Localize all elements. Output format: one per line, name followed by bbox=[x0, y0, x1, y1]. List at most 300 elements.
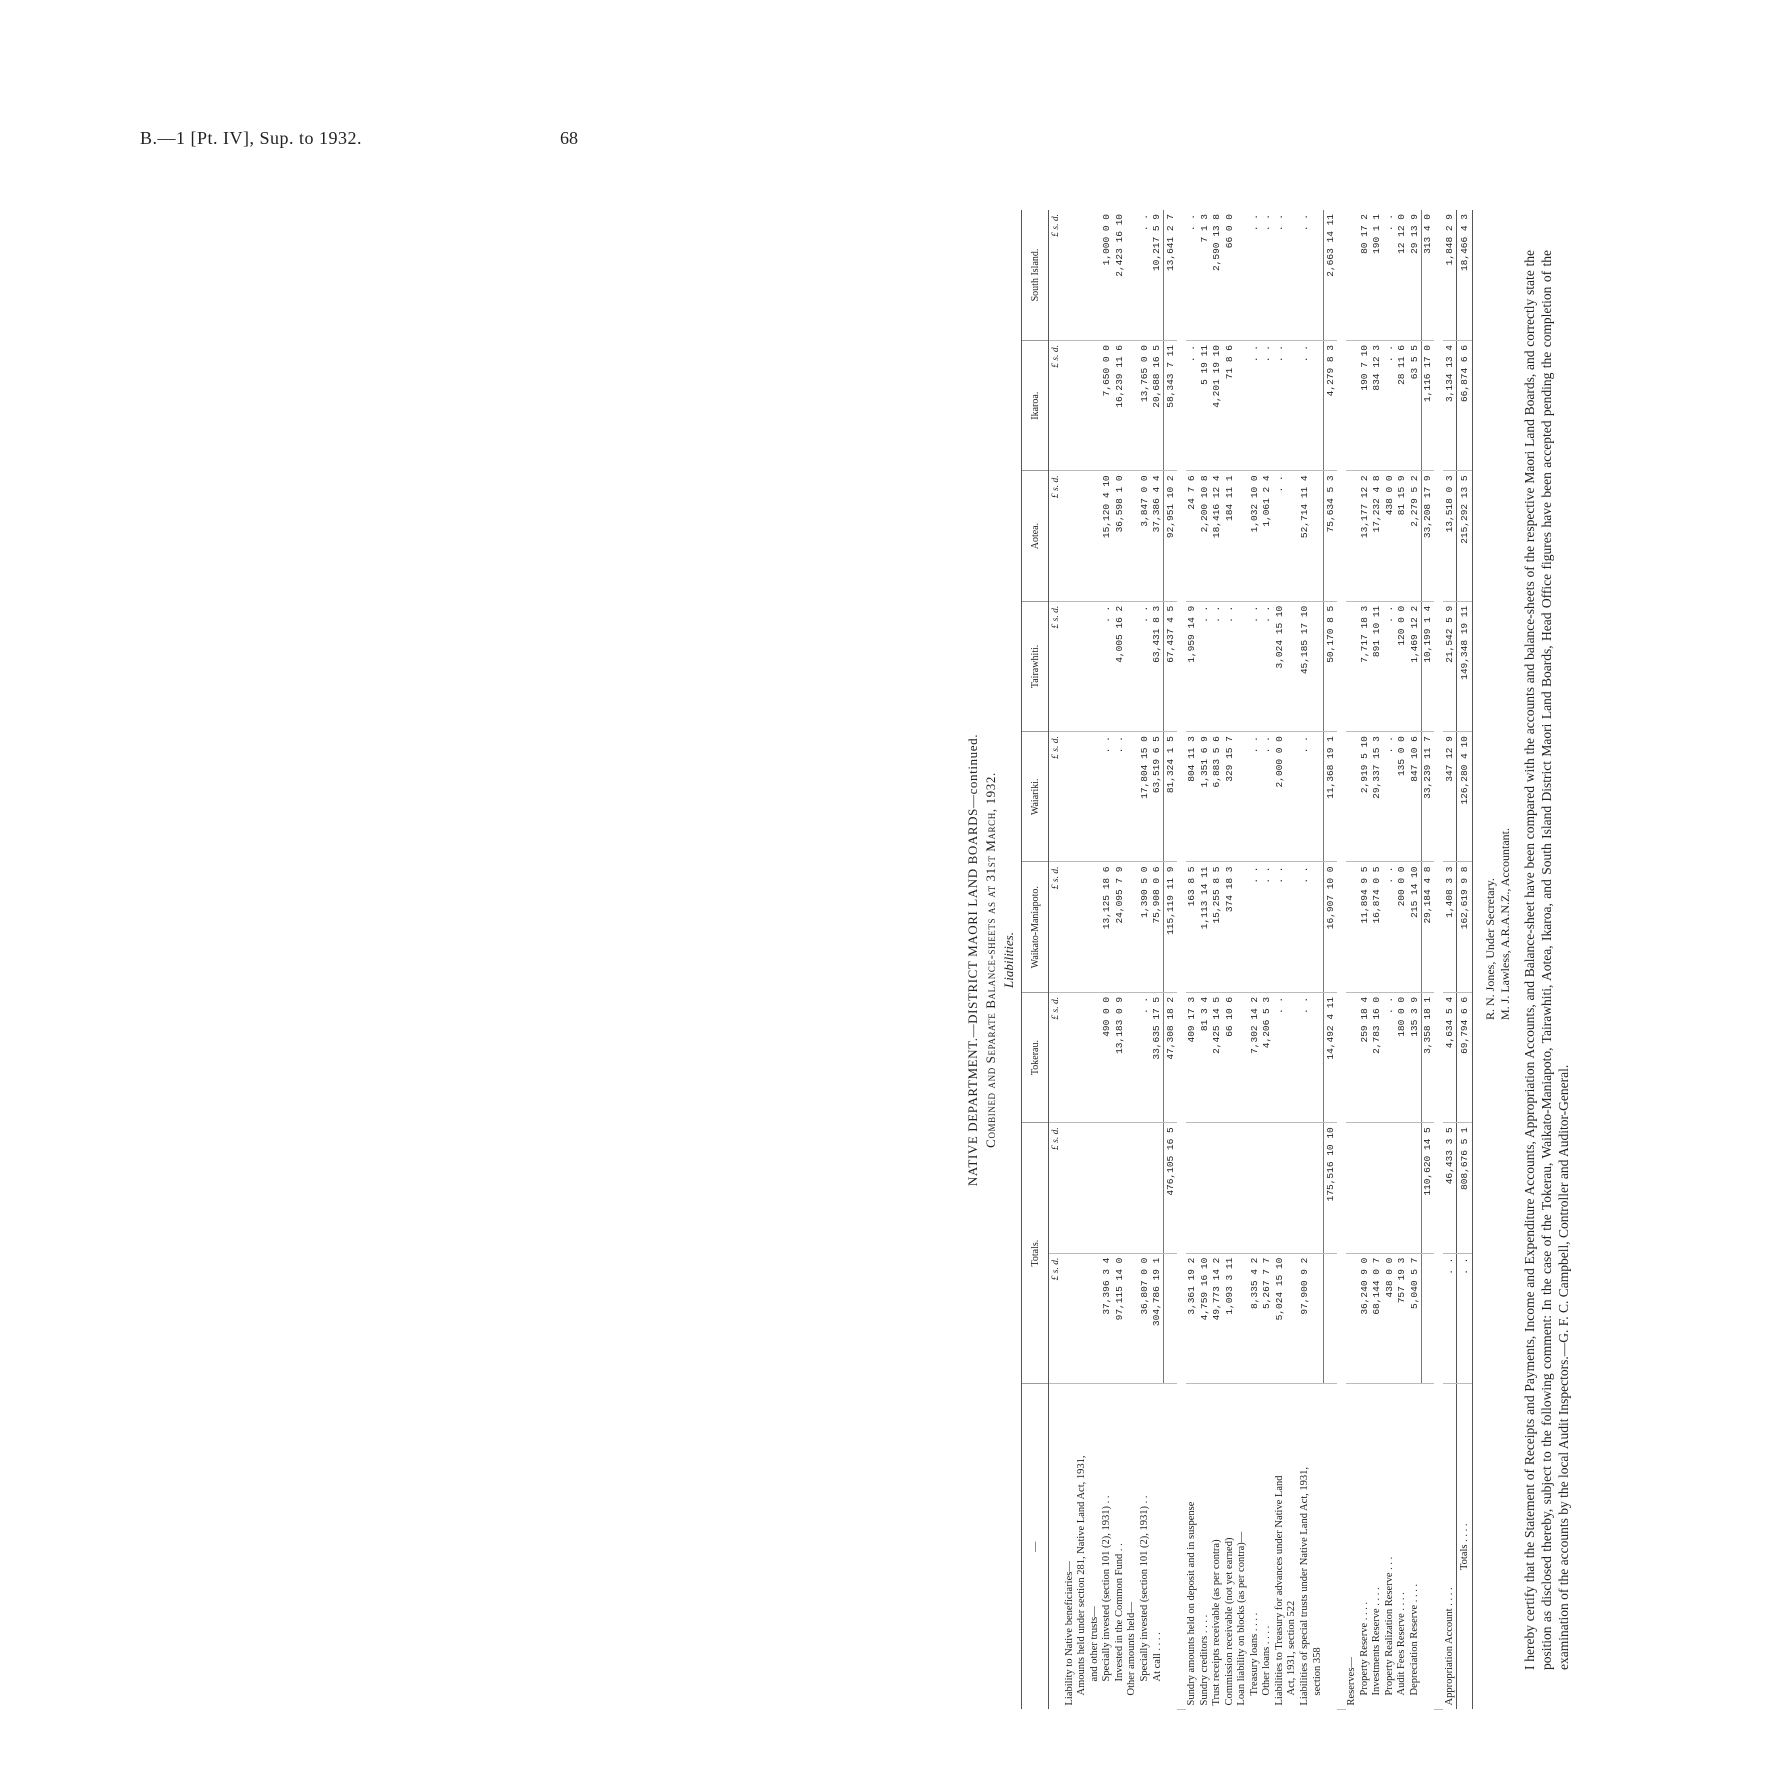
amount-cell: 2,590 13 8 bbox=[1211, 210, 1224, 341]
amount-cell: 13,641 2 7 bbox=[1164, 210, 1177, 341]
amount-cell: 66 0 0 bbox=[1223, 210, 1236, 341]
amount-cell bbox=[1063, 732, 1076, 862]
amount-cell: 11,368 19 1 bbox=[1324, 732, 1337, 862]
amount-cell: 3,847 0 0 bbox=[1138, 471, 1151, 601]
row-label: Liability to Native beneficiaries— bbox=[1063, 1561, 1075, 1706]
amount-cell bbox=[1261, 1123, 1274, 1253]
units-cell: £ s. d. bbox=[1049, 1253, 1064, 1383]
row-label bbox=[1164, 1384, 1177, 1710]
amount-cell: . . bbox=[1186, 210, 1199, 341]
liabilities-table bbox=[1021, 210, 1473, 1710]
units-cell: £ s. d. bbox=[1049, 471, 1064, 601]
audit-certificate: I hereby certify that the Statement of Receipts and Payments, Income and Expenditure Accounts, Appropriation Accounts, and Balance-sheet have been compared with the accounts and balance-sheets of the respective Maori Land Boards, and correctly state the position as disclosed thereby, subject to the following comment: In the case of the Tokerau, Waikato-Maniapoto, Tairawhiti, Aotea, Ikaroa, and South Island District Maori Land Boards, Head Office figures have been accepted pending the completion of the examination of the accounts by the local Audit Inspectors.—G. F. C. Campbell, Controller and Auditor-General. bbox=[1521, 250, 1571, 1670]
amount-cell bbox=[1138, 1123, 1151, 1253]
document-reference: B.—1 [Pt. IV], Sup. to 1932. bbox=[140, 128, 363, 148]
table-row bbox=[1286, 210, 1299, 1710]
amount-cell: 18,416 12 4 bbox=[1211, 471, 1224, 601]
row-label: Sundry amounts held on deposit and in suspense bbox=[1186, 1501, 1198, 1706]
units-cell: £ s. d. bbox=[1049, 732, 1064, 862]
row-label: Commission receivable (not yet earned) bbox=[1223, 1537, 1235, 1706]
amount-cell: 5,040 5 7 bbox=[1408, 1253, 1421, 1383]
amount-cell: . . bbox=[1261, 601, 1274, 731]
amount-cell: 476,105 16 5 bbox=[1164, 1123, 1177, 1253]
row-label: Specially invested (section 101 (2), 1931) . . bbox=[1101, 1495, 1113, 1682]
amount-cell bbox=[1273, 1123, 1286, 1253]
amount-cell bbox=[1088, 732, 1101, 862]
table-row bbox=[1383, 210, 1396, 1710]
amount-cell bbox=[1311, 341, 1324, 471]
table-row bbox=[1443, 210, 1456, 1710]
amount-cell bbox=[1286, 1123, 1299, 1253]
amount-cell: 17,804 15 0 bbox=[1138, 732, 1151, 862]
amount-cell: 13,125 18 6 bbox=[1101, 862, 1114, 992]
amount-cell: . . bbox=[1186, 341, 1199, 471]
amount-cell: 1,116 17 0 bbox=[1421, 341, 1434, 471]
table-row bbox=[1421, 210, 1434, 1710]
amount-cell: 33,635 17 5 bbox=[1151, 992, 1164, 1122]
amount-cell bbox=[1088, 862, 1101, 992]
header-label-column: — bbox=[1022, 1384, 1049, 1710]
table-row bbox=[1298, 210, 1311, 1710]
amount-cell: . . bbox=[1298, 732, 1311, 862]
amount-cell: 16,907 10 0 bbox=[1324, 862, 1337, 992]
amount-cell: 67,437 4 5 bbox=[1164, 601, 1177, 731]
amount-cell: 37,396 3 4 bbox=[1101, 1253, 1114, 1383]
amount-cell bbox=[1311, 1253, 1324, 1383]
amount-cell bbox=[1126, 1123, 1139, 1253]
header-ikaroa: Ikaroa. bbox=[1022, 341, 1049, 471]
amount-cell: 891 10 11 bbox=[1371, 601, 1384, 731]
amount-cell bbox=[1311, 862, 1324, 992]
amount-cell: 7,302 14 2 bbox=[1248, 992, 1261, 1122]
table-row bbox=[1113, 210, 1126, 1710]
amount-cell: . . bbox=[1383, 732, 1396, 862]
table-row bbox=[1211, 210, 1224, 1710]
amount-cell bbox=[1186, 1123, 1199, 1253]
table-row bbox=[1164, 210, 1177, 1710]
amount-cell: 438 0 0 bbox=[1383, 471, 1396, 601]
amount-cell: 4,201 19 10 bbox=[1211, 341, 1224, 471]
amount-cell bbox=[1286, 471, 1299, 601]
section-caption: Liabilities. bbox=[1001, 932, 1016, 988]
amount-cell bbox=[1223, 1123, 1236, 1253]
amount-cell bbox=[1236, 1123, 1249, 1253]
amount-cell bbox=[1286, 992, 1299, 1122]
table-row bbox=[1138, 210, 1151, 1710]
row-label: Reserves— bbox=[1346, 1657, 1358, 1706]
amount-cell: . . bbox=[1383, 862, 1396, 992]
amount-cell: 18,466 4 3 bbox=[1456, 210, 1472, 341]
table-row bbox=[1358, 210, 1371, 1710]
amount-cell: 808,676 5 1 bbox=[1456, 1123, 1472, 1253]
amount-cell bbox=[1236, 1253, 1249, 1383]
amount-cell: 162,619 9 8 bbox=[1456, 862, 1472, 992]
spacer-row bbox=[1434, 210, 1443, 1710]
amount-cell bbox=[1088, 1253, 1101, 1383]
amount-cell bbox=[1286, 210, 1299, 341]
table-row bbox=[1456, 210, 1472, 1710]
amount-cell: 21,542 5 9 bbox=[1443, 601, 1456, 731]
amount-cell: 12 12 0 bbox=[1396, 210, 1409, 341]
amount-cell bbox=[1063, 862, 1076, 992]
amount-cell bbox=[1088, 471, 1101, 601]
amount-cell: 804 11 3 bbox=[1186, 732, 1199, 862]
amount-cell: 180 0 0 bbox=[1396, 992, 1409, 1122]
table-row bbox=[1126, 210, 1139, 1710]
amount-cell: . . bbox=[1383, 601, 1396, 731]
amount-cell bbox=[1076, 341, 1089, 471]
amount-cell: 1,848 2 9 bbox=[1443, 210, 1456, 341]
amount-cell: . . bbox=[1261, 210, 1274, 341]
amount-cell bbox=[1286, 341, 1299, 471]
amount-cell: 63,519 6 5 bbox=[1151, 732, 1164, 862]
amount-cell: 190 1 1 bbox=[1371, 210, 1384, 341]
amount-cell: . . bbox=[1298, 992, 1311, 1122]
table-row bbox=[1371, 210, 1384, 1710]
amount-cell: . . bbox=[1261, 341, 1274, 471]
amount-cell: 163 8 5 bbox=[1186, 862, 1199, 992]
table-header-row bbox=[1022, 210, 1049, 1710]
page-number: 68 bbox=[560, 128, 578, 148]
amount-cell: 4,759 16 10 bbox=[1198, 1253, 1211, 1383]
table-row bbox=[1324, 210, 1337, 1710]
amount-cell bbox=[1346, 862, 1359, 992]
amount-cell: 149,348 19 11 bbox=[1456, 601, 1472, 731]
amount-cell: 2,919 5 10 bbox=[1358, 732, 1371, 862]
amount-cell bbox=[1088, 341, 1101, 471]
header-tairawhiti: Tairawhiti. bbox=[1022, 601, 1049, 731]
amount-cell: . . bbox=[1248, 601, 1261, 731]
amount-cell bbox=[1311, 601, 1324, 731]
amount-cell: 3,134 13 4 bbox=[1443, 341, 1456, 471]
amount-cell bbox=[1063, 1253, 1076, 1383]
amount-cell: 135 0 0 bbox=[1396, 732, 1409, 862]
amount-cell bbox=[1346, 601, 1359, 731]
amount-cell bbox=[1286, 862, 1299, 992]
row-label: Depreciation Reserve . . . . bbox=[1409, 1583, 1420, 1696]
amount-cell: . . bbox=[1223, 601, 1236, 731]
amount-cell bbox=[1286, 601, 1299, 731]
amount-cell: 1,390 5 0 bbox=[1138, 862, 1151, 992]
document-title: NATIVE DEPARTMENT.—DISTRICT MAORI LAND BOARDS—continued. bbox=[965, 733, 980, 1187]
amount-cell: 1,959 14 9 bbox=[1186, 601, 1199, 731]
amount-cell: . . bbox=[1443, 1253, 1456, 1383]
amount-cell bbox=[1346, 1253, 1359, 1383]
amount-cell bbox=[1211, 1123, 1224, 1253]
amount-cell: 16,874 0 5 bbox=[1371, 862, 1384, 992]
amount-cell bbox=[1421, 1253, 1434, 1383]
amount-cell: 757 19 3 bbox=[1396, 1253, 1409, 1383]
amount-cell: 29,184 4 8 bbox=[1421, 862, 1434, 992]
amount-cell: 2,000 0 0 bbox=[1273, 732, 1286, 862]
amount-cell: 304,786 19 1 bbox=[1151, 1253, 1164, 1383]
amount-cell bbox=[1063, 471, 1076, 601]
amount-cell: . . bbox=[1113, 732, 1126, 862]
spacer-row bbox=[1337, 210, 1346, 1710]
amount-cell: 190 7 10 bbox=[1358, 341, 1371, 471]
amount-cell bbox=[1371, 1123, 1384, 1253]
amount-cell: . . bbox=[1138, 992, 1151, 1122]
amount-cell: 11,894 9 5 bbox=[1358, 862, 1371, 992]
amount-cell bbox=[1126, 341, 1139, 471]
amount-cell: . . bbox=[1101, 601, 1114, 731]
amount-cell: 33,208 17 9 bbox=[1421, 471, 1434, 601]
amount-cell bbox=[1311, 471, 1324, 601]
amount-cell: 2,783 16 0 bbox=[1371, 992, 1384, 1122]
amount-cell: 1,408 3 3 bbox=[1443, 862, 1456, 992]
amount-cell: . . bbox=[1198, 601, 1211, 731]
amount-cell: 200 0 0 bbox=[1396, 862, 1409, 992]
amount-cell: 1,000 0 0 bbox=[1101, 210, 1114, 341]
amount-cell: . . bbox=[1101, 732, 1114, 862]
amount-cell: 2,200 10 8 bbox=[1198, 471, 1211, 601]
table-row bbox=[1198, 210, 1211, 1710]
row-label: section 358 bbox=[1311, 1647, 1323, 1696]
amount-cell: 75,908 0 6 bbox=[1151, 862, 1164, 992]
header-aotea: Aotea. bbox=[1022, 471, 1049, 601]
amount-cell: 259 18 4 bbox=[1358, 992, 1371, 1122]
amount-cell bbox=[1101, 1123, 1114, 1253]
amount-cell: 6,883 5 6 bbox=[1211, 732, 1224, 862]
amount-cell: 7 1 3 bbox=[1198, 210, 1211, 341]
amount-cell: 329 15 7 bbox=[1223, 732, 1236, 862]
amount-cell bbox=[1126, 732, 1139, 862]
amount-cell: . . bbox=[1248, 341, 1261, 471]
amount-cell bbox=[1236, 732, 1249, 862]
amount-cell: 126,280 4 10 bbox=[1456, 732, 1472, 862]
table-row bbox=[1223, 210, 1236, 1710]
amount-cell bbox=[1063, 210, 1076, 341]
amount-cell bbox=[1236, 210, 1249, 341]
amount-cell: 36,240 9 0 bbox=[1358, 1253, 1371, 1383]
row-label: Investments Reserve . . . . bbox=[1371, 1587, 1383, 1696]
amount-cell: . . bbox=[1138, 210, 1151, 341]
amount-cell bbox=[1311, 210, 1324, 341]
table-row bbox=[1396, 210, 1409, 1710]
units-cell: £ s. d. bbox=[1049, 992, 1064, 1122]
amount-cell: 97,900 9 2 bbox=[1298, 1253, 1311, 1383]
amount-cell bbox=[1126, 1253, 1139, 1383]
table-row bbox=[1063, 210, 1076, 1710]
row-label: Amounts held under section 281, Native Land Act, 1931, bbox=[1076, 1455, 1088, 1696]
row-label: Act, 1931, section 522 bbox=[1286, 1600, 1298, 1696]
amount-cell: 15,255 8 5 bbox=[1211, 862, 1224, 992]
amount-cell: 81,324 1 5 bbox=[1164, 732, 1177, 862]
amount-cell: 13,177 12 2 bbox=[1358, 471, 1371, 601]
amount-cell: 5 19 11 bbox=[1198, 341, 1211, 471]
amount-cell: 4,206 5 3 bbox=[1261, 992, 1274, 1122]
amount-cell: . . bbox=[1456, 1253, 1472, 1383]
signature-accountant: M. J. Lawless, A.R.A.N.Z., Accountant. bbox=[1497, 828, 1512, 1020]
amount-cell: 52,714 11 4 bbox=[1298, 471, 1311, 601]
amount-cell: 215,292 13 5 bbox=[1456, 471, 1472, 601]
amount-cell: 81 15 9 bbox=[1396, 471, 1409, 601]
units-cell: £ s. d. bbox=[1049, 862, 1064, 992]
table-row bbox=[1248, 210, 1261, 1710]
row-label: At call . . . . bbox=[1151, 1632, 1163, 1682]
amount-cell: . . bbox=[1248, 862, 1261, 992]
amount-cell: 4,005 16 2 bbox=[1113, 601, 1126, 731]
units-row bbox=[1049, 210, 1064, 1710]
row-label: Liabilities to Treasury for advances under Native Land bbox=[1273, 1475, 1285, 1706]
amount-cell bbox=[1311, 1123, 1324, 1253]
amount-cell: 63 5 5 bbox=[1408, 341, 1421, 471]
units-cell: £ s. d. bbox=[1049, 210, 1064, 341]
amount-cell: . . bbox=[1273, 210, 1286, 341]
amount-cell bbox=[1126, 471, 1139, 601]
amount-cell bbox=[1236, 992, 1249, 1122]
spacer-row bbox=[1177, 210, 1186, 1710]
table-row bbox=[1346, 210, 1359, 1710]
amount-cell bbox=[1063, 341, 1076, 471]
amount-cell: . . bbox=[1248, 210, 1261, 341]
amount-cell: 8,335 4 2 bbox=[1248, 1253, 1261, 1383]
row-label: Specially invested (section 101 (2), 1931) . . bbox=[1138, 1495, 1150, 1682]
amount-cell bbox=[1151, 1123, 1164, 1253]
signature-under-secretary: R. N. Jones, Under Secretary. bbox=[1482, 878, 1497, 1020]
amount-cell: 175,516 10 10 bbox=[1324, 1123, 1337, 1253]
amount-cell bbox=[1126, 992, 1139, 1122]
amount-cell: 4,279 8 3 bbox=[1324, 341, 1337, 471]
amount-cell: . . bbox=[1273, 471, 1286, 601]
amount-cell bbox=[1076, 471, 1089, 601]
amount-cell: 10,217 5 9 bbox=[1151, 210, 1164, 341]
table-row bbox=[1236, 210, 1249, 1710]
amount-cell bbox=[1346, 992, 1359, 1122]
amount-cell bbox=[1088, 992, 1101, 1122]
amount-cell: . . bbox=[1298, 862, 1311, 992]
amount-cell: 28 11 6 bbox=[1396, 341, 1409, 471]
amount-cell bbox=[1358, 1123, 1371, 1253]
amount-cell: 71 8 6 bbox=[1223, 341, 1236, 471]
amount-cell: 17,232 4 8 bbox=[1371, 471, 1384, 601]
spacer-cell bbox=[1434, 210, 1443, 1710]
amount-cell: 1,093 3 11 bbox=[1223, 1253, 1236, 1383]
amount-cell: 45,185 17 10 bbox=[1298, 601, 1311, 731]
amount-cell: . . bbox=[1298, 341, 1311, 471]
row-label: and other trusts— bbox=[1088, 1606, 1100, 1682]
amount-cell bbox=[1076, 732, 1089, 862]
amount-cell: . . bbox=[1298, 210, 1311, 341]
amount-cell: 374 18 3 bbox=[1223, 862, 1236, 992]
amount-cell bbox=[1164, 1253, 1177, 1383]
amount-cell bbox=[1236, 601, 1249, 731]
amount-cell: 29,337 15 3 bbox=[1371, 732, 1384, 862]
amount-cell: 97,115 14 0 bbox=[1113, 1253, 1126, 1383]
amount-cell: 3,361 19 2 bbox=[1186, 1253, 1199, 1383]
amount-cell: 13,765 0 0 bbox=[1138, 341, 1151, 471]
row-label: Liabilities of special trusts under Native Land Act, 1931, bbox=[1298, 1466, 1310, 1706]
row-label: Audit Fees Reserve . . . . bbox=[1396, 1592, 1408, 1696]
amount-cell: 29 13 9 bbox=[1408, 210, 1421, 341]
table-row bbox=[1101, 210, 1114, 1710]
amount-cell bbox=[1324, 1253, 1337, 1383]
amount-cell: 184 11 1 bbox=[1223, 471, 1236, 601]
amount-cell: 24,095 7 9 bbox=[1113, 862, 1126, 992]
amount-cell: 4,634 5 4 bbox=[1443, 992, 1456, 1122]
row-label: Property Reserve . . . . bbox=[1358, 1601, 1370, 1696]
amount-cell: 20,688 16 5 bbox=[1151, 341, 1164, 471]
units-cell: £ s. d. bbox=[1049, 1123, 1064, 1253]
table-row bbox=[1186, 210, 1199, 1710]
amount-cell bbox=[1088, 601, 1101, 731]
header-totals: Totals. bbox=[1022, 1123, 1049, 1384]
amount-cell: 2,279 5 2 bbox=[1408, 471, 1421, 601]
amount-cell: 15,120 4 10 bbox=[1101, 471, 1114, 601]
amount-cell: 1,469 12 2 bbox=[1408, 601, 1421, 731]
amount-cell: . . bbox=[1273, 992, 1286, 1122]
row-label: Appropriation Account . . . . bbox=[1443, 1587, 1455, 1706]
table-row bbox=[1311, 210, 1324, 1710]
amount-cell bbox=[1076, 1123, 1089, 1253]
amount-cell: 33,239 11 7 bbox=[1421, 732, 1434, 862]
row-label: Trust receipts receivable (as per contra) bbox=[1211, 1539, 1223, 1706]
amount-cell: 2,423 16 10 bbox=[1113, 210, 1126, 341]
amount-cell: 24 7 6 bbox=[1186, 471, 1199, 601]
amount-cell: 313 4 0 bbox=[1421, 210, 1434, 341]
header-tokerau: Tokerau. bbox=[1022, 992, 1049, 1122]
signature-block bbox=[1483, 210, 1513, 1710]
amount-cell: 92,951 10 2 bbox=[1164, 471, 1177, 601]
row-label: Property Realization Reserve . . . bbox=[1383, 1556, 1395, 1696]
amount-cell: 47,308 18 2 bbox=[1164, 992, 1177, 1122]
amount-cell bbox=[1063, 601, 1076, 731]
row-label bbox=[1324, 1384, 1337, 1710]
units-cell: £ s. d. bbox=[1049, 601, 1064, 731]
amount-cell: 2,663 14 11 bbox=[1324, 210, 1337, 341]
amount-cell: . . bbox=[1248, 732, 1261, 862]
units-label-cell bbox=[1049, 1384, 1064, 1710]
amount-cell: 81 3 4 bbox=[1198, 992, 1211, 1122]
row-label: Treasury loans . . . . bbox=[1248, 1612, 1260, 1696]
amount-cell: 1,351 6 9 bbox=[1198, 732, 1211, 862]
table-row bbox=[1273, 210, 1286, 1710]
amount-cell: 66,874 6 6 bbox=[1456, 341, 1472, 471]
amount-cell bbox=[1088, 1123, 1101, 1253]
row-label: Other amounts held— bbox=[1126, 1602, 1138, 1696]
amount-cell bbox=[1396, 1123, 1409, 1253]
amount-cell: 3,024 15 10 bbox=[1273, 601, 1286, 731]
amount-cell: . . bbox=[1261, 732, 1274, 862]
amount-cell: 16,239 11 6 bbox=[1113, 341, 1126, 471]
amount-cell: 36,598 1 0 bbox=[1113, 471, 1126, 601]
document-subtitle: Combined and Separate Balance-sheets as at 31st March, 1932. bbox=[983, 772, 998, 1148]
amount-cell: 834 12 3 bbox=[1371, 341, 1384, 471]
amount-cell: 438 0 0 bbox=[1383, 1253, 1396, 1383]
amount-cell bbox=[1063, 992, 1076, 1122]
amount-cell: 69,794 6 6 bbox=[1456, 992, 1472, 1122]
header-south-island: South Island. bbox=[1022, 210, 1049, 341]
amount-cell bbox=[1346, 732, 1359, 862]
amount-cell bbox=[1076, 210, 1089, 341]
amount-cell: 7,650 0 0 bbox=[1101, 341, 1114, 471]
units-cell: £ s. d. bbox=[1049, 341, 1064, 471]
amount-cell bbox=[1286, 1253, 1299, 1383]
amount-cell: . . bbox=[1261, 862, 1274, 992]
amount-cell bbox=[1126, 210, 1139, 341]
amount-cell bbox=[1383, 1123, 1396, 1253]
amount-cell bbox=[1076, 992, 1089, 1122]
amount-cell: 13,518 0 3 bbox=[1443, 471, 1456, 601]
table-row bbox=[1088, 210, 1101, 1710]
table-row bbox=[1076, 210, 1089, 1710]
amount-cell: 10,199 1 4 bbox=[1421, 601, 1434, 731]
row-label: Totals . . . . bbox=[1456, 1384, 1472, 1710]
amount-cell: 50,170 8 5 bbox=[1324, 601, 1337, 731]
amount-cell: 409 17 3 bbox=[1186, 992, 1199, 1122]
amount-cell bbox=[1408, 1123, 1421, 1253]
amount-cell: 1,061 2 4 bbox=[1261, 471, 1274, 601]
